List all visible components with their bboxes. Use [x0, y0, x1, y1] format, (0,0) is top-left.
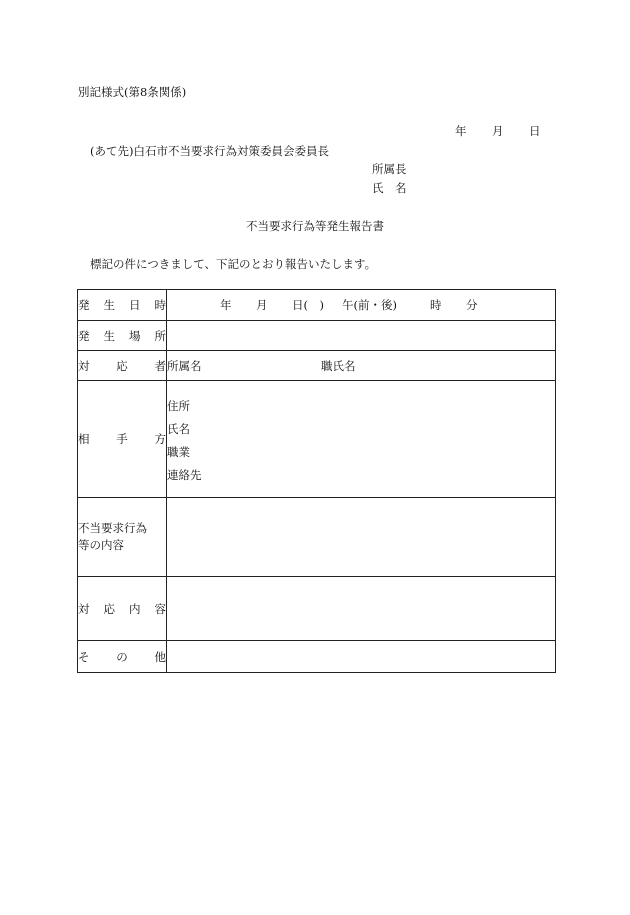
label-other: そ の 他: [78, 641, 167, 673]
value-counterparty[interactable]: [167, 381, 556, 498]
value-responder[interactable]: [167, 351, 556, 381]
label-occurrence-datetime: 発 生 日 時: [78, 290, 167, 321]
row-improper-content: [78, 498, 556, 577]
report-table: [77, 289, 556, 673]
row-response-content: [78, 577, 556, 641]
label-counterparty: 相 手 方: [78, 381, 167, 498]
value-other[interactable]: [167, 641, 556, 673]
dt-year-label: 年: [220, 298, 232, 312]
label-occurrence-place: 発 生 場 所: [78, 321, 167, 351]
dt-day-label: 日( ): [292, 298, 324, 312]
date-day-label: 日: [529, 124, 541, 138]
date-month-label: 月: [492, 124, 504, 138]
responder-dept-label: 所属名: [167, 358, 202, 373]
dt-minute-label: 分: [466, 298, 478, 312]
counterparty-occupation-label: 職業: [167, 445, 190, 459]
sender-name-label: 氏 名: [372, 181, 407, 195]
sender-department-label: 所属長: [372, 162, 407, 176]
dt-hour-label: 時: [430, 298, 442, 312]
row-occurrence-place: [78, 321, 556, 351]
label-improper-content: 不当要求行為 等の内容: [78, 498, 167, 577]
form-reference: 別記様式(第8条関係): [78, 85, 187, 99]
label-responder: 対 応 者: [78, 351, 167, 381]
value-occurrence-datetime[interactable]: [167, 290, 556, 321]
row-occurrence-datetime: [78, 290, 556, 321]
counterparty-address-label: 住所: [167, 399, 190, 413]
document-title: 不当要求行為等発生報告書: [246, 219, 384, 233]
value-occurrence-place[interactable]: [167, 321, 556, 351]
label-response-content: 対 応 内 容: [78, 577, 167, 641]
row-counterparty: [78, 381, 556, 498]
counterparty-name-label: 氏名: [167, 422, 190, 436]
addressee: (あて先)白石市不当要求行為対策委員会委員長: [90, 144, 329, 158]
value-improper-content[interactable]: [167, 498, 556, 577]
date-year-label: 年: [455, 124, 467, 138]
counterparty-contact-label: 連絡先: [167, 468, 202, 482]
row-responder: [78, 351, 556, 381]
dt-month-label: 月: [256, 298, 268, 312]
report-date: [455, 123, 541, 139]
responder-position-name-label: 職氏名: [321, 358, 356, 373]
row-other: [78, 641, 556, 673]
intro-text: 標記の件につきまして、下記のとおり報告いたします。: [90, 257, 377, 271]
value-response-content[interactable]: [167, 577, 556, 641]
dt-ampm-label: 午(前・後): [342, 298, 397, 312]
